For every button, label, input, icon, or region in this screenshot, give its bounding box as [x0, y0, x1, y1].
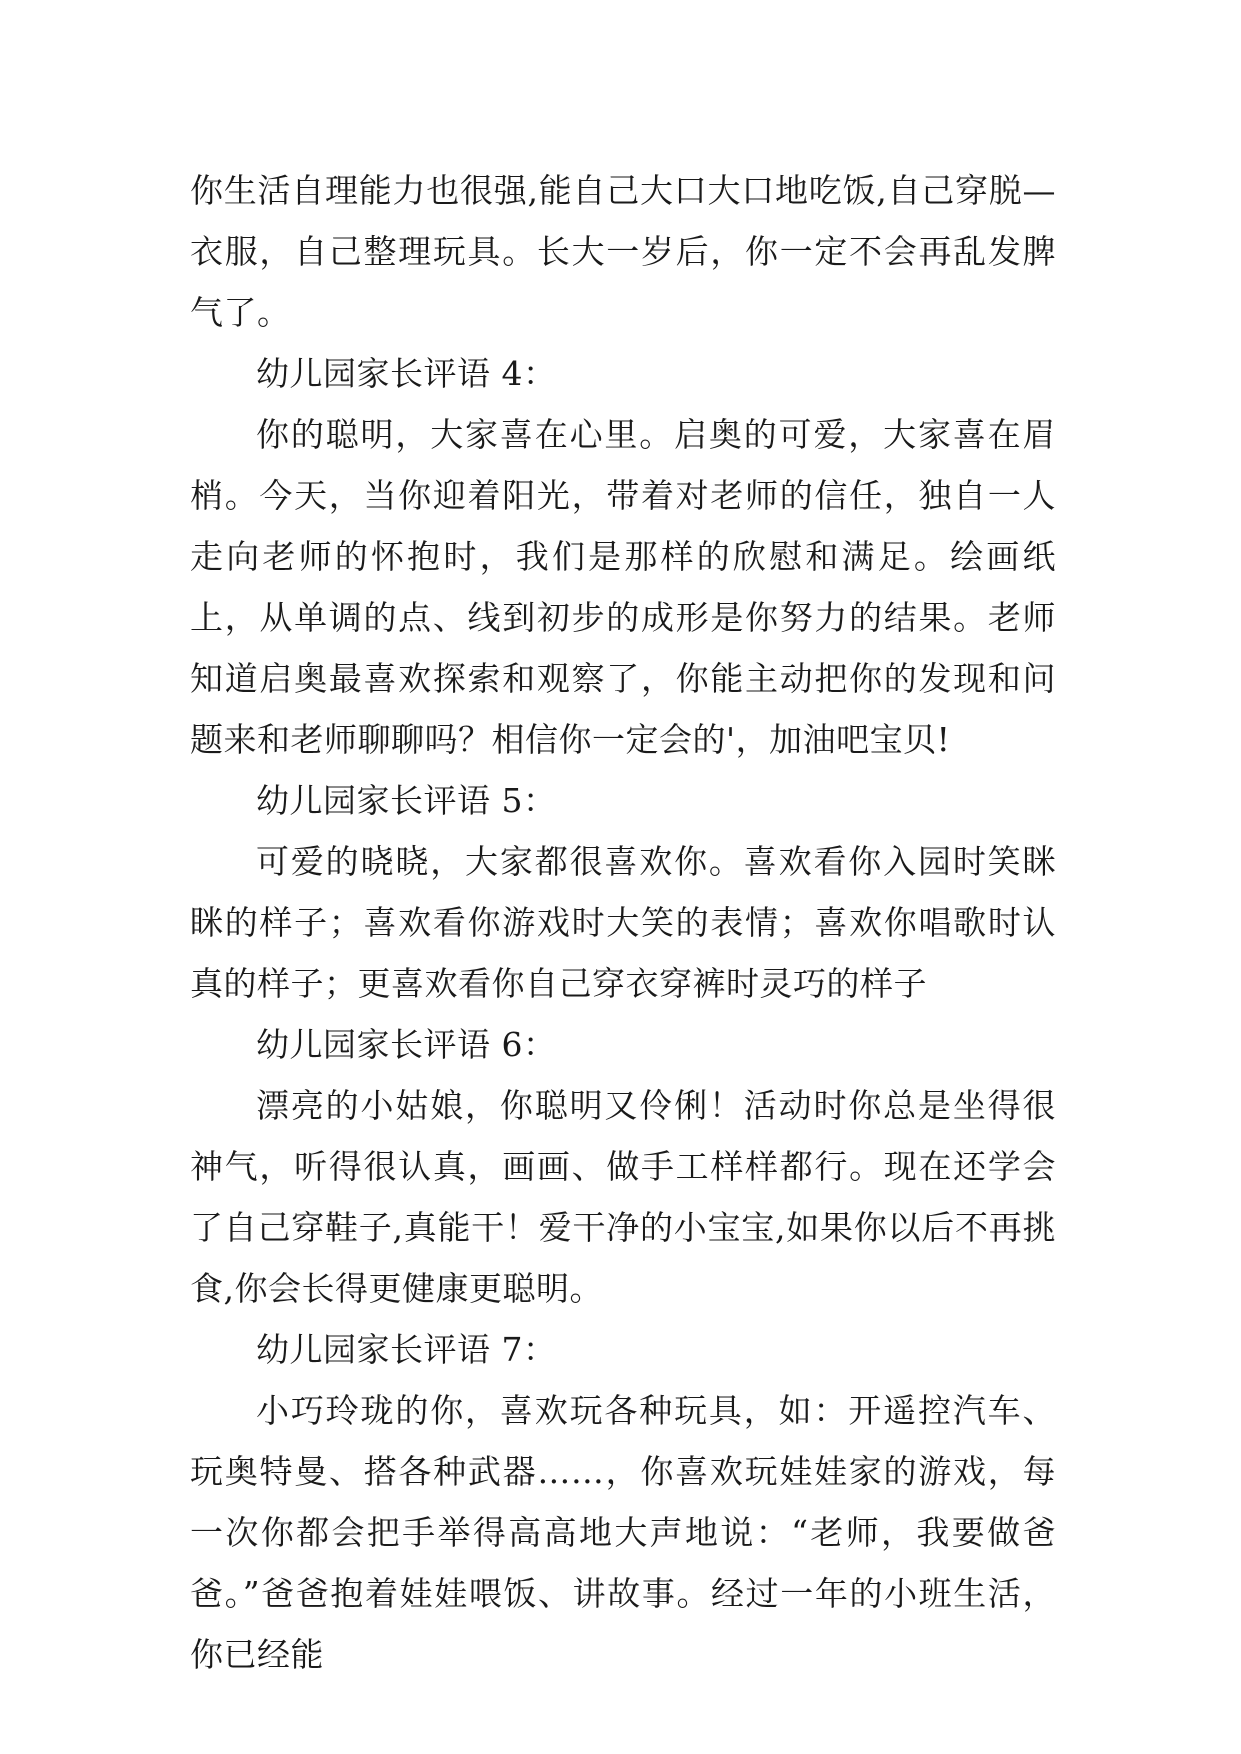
- section-heading-4: 幼儿园家长评语 4：: [256, 354, 557, 393]
- paragraph-comment-7: 小巧玲珑的你，喜欢玩各种玩具，如：开遥控汽车、玩奥特曼、搭各种武器……，你喜欢玩娃娃家的游戏，每一次你都会把手举得高高地大声地说：“老师，我要做爸爸。”爸爸抱着娃娃喂饭、讲故事。经过一年的小班生活，你已经能: [190, 1391, 1056, 1674]
- document-body: [190, 160, 1056, 1685]
- paragraph-comment-6: 漂亮的小姑娘，你聪明又伶俐！活动时你总是坐得很神气，听得很认真，画画、做手工样样都行。现在还学会了自己穿鞋子,真能干！爱干净的小宝宝,如果你以后不再挑食,你会长得更健康更聪明。: [190, 1086, 1056, 1308]
- section-heading-7: 幼儿园家长评语 7：: [256, 1330, 557, 1369]
- paragraph-comment-4: 你的聪明，大家喜在心里。启奥的可爱，大家喜在眉梢。今天，当你迎着阳光，带着对老师的信任，独自一人走向老师的怀抱时，我们是那样的欣慰和满足。绘画纸上，从单调的点、线到初步的成形是你努力的结果。老师知道启奥最喜欢探索和观察了，你能主动把你的发现和问题来和老师聊聊吗？相信你一定会的'，加油吧宝贝!: [190, 415, 1056, 759]
- section-heading-5: 幼儿园家长评语 5：: [256, 781, 557, 820]
- paragraph-continuation: 你生活自理能力也很强,能自己大口大口地吃饭,自己穿脱—衣服，自己整理玩具。长大一岁后，你一定不会再乱发脾气了。: [190, 171, 1056, 332]
- paragraph-comment-5: 可爱的晓晓，大家都很喜欢你。喜欢看你入园时笑眯眯的样子；喜欢看你游戏时大笑的表情；喜欢你唱歌时认真的样子；更喜欢看你自己穿衣穿裤时灵巧的样子: [190, 842, 1056, 1003]
- section-heading-6: 幼儿园家长评语 6：: [256, 1025, 557, 1064]
